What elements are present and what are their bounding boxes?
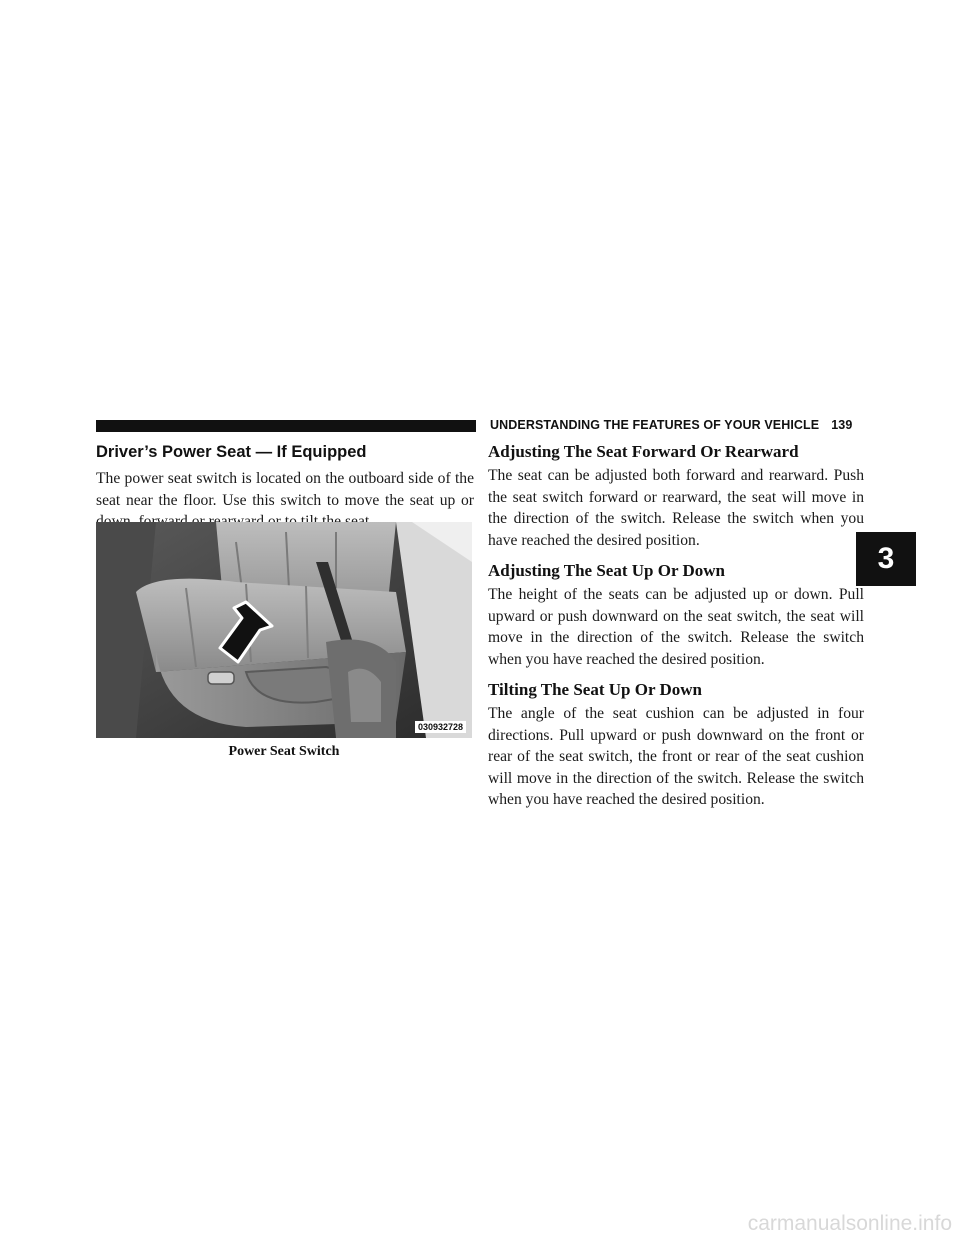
power-seat-paragraph: The power seat switch is located on the outboard side of the seat near the floor. Use this switch to move the seat up or xyxy=(96,470,474,509)
header-title: UNDERSTANDING THE FEATURES OF YOUR VEHICLE xyxy=(490,418,820,432)
seat-illustration xyxy=(96,522,472,738)
running-header xyxy=(490,418,852,432)
header-rule xyxy=(96,420,476,432)
page-number: 139 xyxy=(831,418,853,432)
heading-up-down: Adjusting The Seat Up Or Down xyxy=(488,561,725,580)
section-tab: 3 xyxy=(856,532,916,586)
heading-forward-rearward: Adjusting The Seat Forward Or Rearward xyxy=(488,442,799,461)
paragraph-tilting: The angle of the seat cushion can be adjusted in four directions. Pull upward or push downward on the front or rear of the seat switch, the front or rear of the seat cushion will move in the direction of the switch. Release the switch when you have reached the desired position. xyxy=(488,705,864,808)
heading-tilting: Tilting The Seat Up Or Down xyxy=(488,680,702,699)
right-column xyxy=(488,442,864,821)
watermark: carmanualsonline.info xyxy=(747,1212,952,1235)
power-seat-figure xyxy=(96,522,472,738)
paragraph-forward-rearward: The seat can be adjusted both forward and rearward. Push the seat switch forward or rearward, the seat will move in the direction of the switch. Release the switch when you have reached the desired position. xyxy=(488,467,864,549)
section-heading-power-seat: Driver’s Power Seat — If Equipped xyxy=(96,443,367,461)
figure-code: 030932728 xyxy=(415,721,466,733)
figure-caption: Power Seat Switch xyxy=(228,744,340,759)
paragraph-up-down: The height of the seats can be adjusted up or down. Pull upward or push downward on the seat switch, the seat will move in the direction of the switch. Release the switch when you have reached the desired position. xyxy=(488,586,864,668)
